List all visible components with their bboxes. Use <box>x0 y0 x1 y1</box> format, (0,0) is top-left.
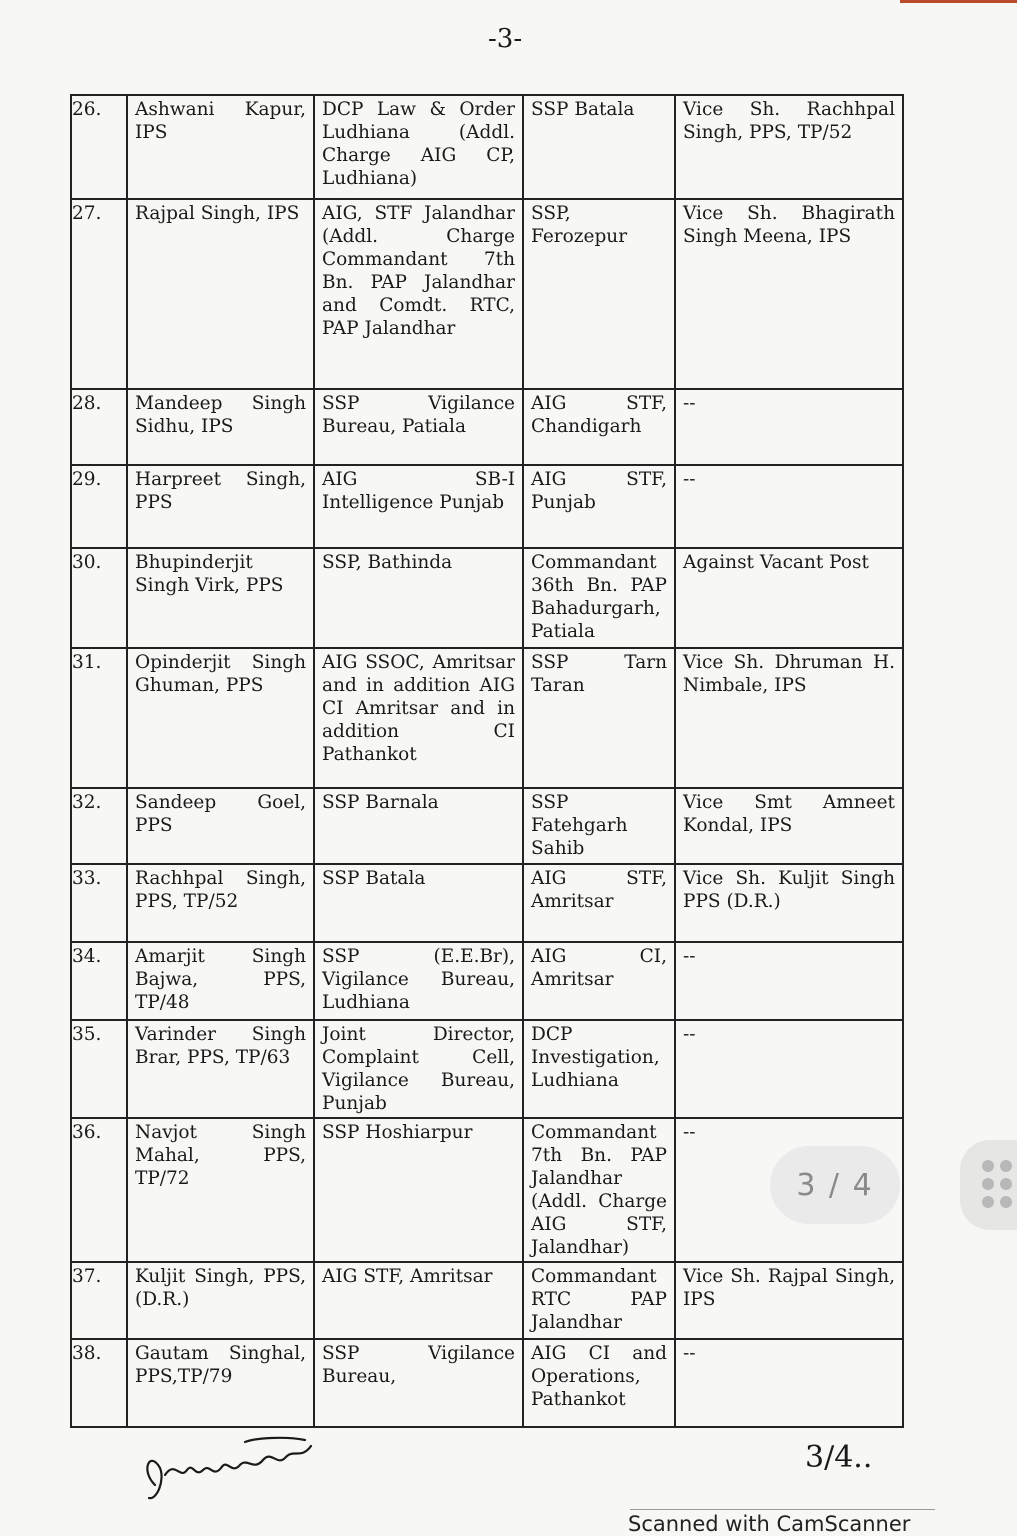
remarks-cell: -- <box>675 942 903 1020</box>
officer-name-cell: Harpreet Singh, PPS <box>127 465 314 548</box>
serial-number-cell: 38. <box>71 1339 127 1427</box>
remarks-cell: Vice Smt Amneet Kondal, IPS <box>675 788 903 864</box>
page-number: -3- <box>488 24 523 54</box>
table-row <box>71 648 903 788</box>
remarks-cell: Vice Sh. Rachhpal Singh, PPS, TP/52 <box>675 95 903 199</box>
table-row <box>71 788 903 864</box>
new-posting-cell: SSP Batala <box>523 95 675 199</box>
new-posting-cell: Commandant RTC PAP Jalandhar <box>523 1262 675 1339</box>
officer-name-cell: Varinder Singh Brar, PPS, TP/63 <box>127 1020 314 1118</box>
present-posting-cell: AIG SB-I Intelligence Punjab <box>314 465 523 548</box>
new-posting-cell: SSP, Ferozepur <box>523 199 675 389</box>
remarks-cell: Vice Sh. Dhruman H. Nimbale, IPS <box>675 648 903 788</box>
new-posting-cell: Commandant 7th Bn. PAP Jalandhar (Addl. Charge AIG STF, Jalandhar) <box>523 1118 675 1262</box>
drag-handle-icon[interactable] <box>960 1140 1017 1230</box>
scanner-watermark: Scanned with CamScanner <box>628 1512 911 1536</box>
table-row <box>71 942 903 1020</box>
top-edge-mark <box>900 0 1017 3</box>
new-posting-cell: Commandant 36th Bn. PAP Bahadurgarh, Patiala <box>523 548 675 648</box>
table-row <box>71 1262 903 1339</box>
officer-name-cell: Mandeep Singh Sidhu, IPS <box>127 389 314 465</box>
present-posting-cell: AIG STF, Amritsar <box>314 1262 523 1339</box>
present-posting-cell: SSP Hoshiarpur <box>314 1118 523 1262</box>
new-posting-cell: SSP Fatehgarh Sahib <box>523 788 675 864</box>
present-posting-cell: AIG SSOC, Amritsar and in addition AIG CI Amritsar and in addition CI Pathankot <box>314 648 523 788</box>
officer-name-cell: Sandeep Goel, PPS <box>127 788 314 864</box>
new-posting-cell: AIG STF, Punjab <box>523 465 675 548</box>
officer-name-cell: Rachhpal Singh, PPS, TP/52 <box>127 864 314 942</box>
transfer-table <box>70 94 904 1428</box>
officer-name-cell: Rajpal Singh, IPS <box>127 199 314 389</box>
serial-number-cell: 35. <box>71 1020 127 1118</box>
table-row <box>71 389 903 465</box>
table-row <box>71 1339 903 1427</box>
remarks-cell: Vice Sh. Kuljit Singh PPS (D.R.) <box>675 864 903 942</box>
table-row <box>71 95 903 199</box>
serial-number-cell: 30. <box>71 548 127 648</box>
new-posting-cell: AIG CI, Amritsar <box>523 942 675 1020</box>
serial-number-cell: 36. <box>71 1118 127 1262</box>
new-posting-cell: AIG STF, Amritsar <box>523 864 675 942</box>
serial-number-cell: 27. <box>71 199 127 389</box>
officer-name-cell: Amarjit Singh Bajwa, PPS, TP/48 <box>127 942 314 1020</box>
officer-name-cell: Ashwani Kapur, IPS <box>127 95 314 199</box>
present-posting-cell <box>314 199 523 389</box>
table-row <box>71 864 903 942</box>
officer-name-cell: Gautam Singhal, PPS,TP/79 <box>127 1339 314 1427</box>
serial-number-cell: 37. <box>71 1262 127 1339</box>
serial-number-cell: 33. <box>71 864 127 942</box>
page-indicator: 3 / 4 <box>770 1146 900 1224</box>
remarks-cell: Vice Sh. Bhagirath Singh Meena, IPS <box>675 199 903 389</box>
remarks-cell: -- <box>675 389 903 465</box>
handwritten-signature <box>135 1430 325 1505</box>
table-row <box>71 548 903 648</box>
officer-name-cell: Navjot Singh Mahal, PPS, TP/72 <box>127 1118 314 1262</box>
serial-number-cell: 34. <box>71 942 127 1020</box>
new-posting-cell: AIG STF, Chandigarh <box>523 389 675 465</box>
new-posting-cell: AIG CI and Operations, Pathankot <box>523 1339 675 1427</box>
present-posting-text: AIG, STF Jalandhar (Addl. Charge Commandant 7th Bn. PAP Jalandhar and Comdt. RTC, PAP Jalandhar <box>322 203 515 339</box>
officer-name-cell: Opinderjit Singh Ghuman, PPS <box>127 648 314 788</box>
new-posting-cell: SSP Tarn Taran <box>523 648 675 788</box>
serial-number-cell: 28. <box>71 389 127 465</box>
serial-number-cell: 32. <box>71 788 127 864</box>
serial-number-cell: 29. <box>71 465 127 548</box>
present-posting-cell: DCP Law & Order Ludhiana (Addl. Charge AIG CP, Ludhiana) <box>314 95 523 199</box>
remarks-cell: -- <box>675 465 903 548</box>
present-posting-cell: SSP Batala <box>314 864 523 942</box>
present-posting-cell: SSP (E.E.Br), Vigilance Bureau, Ludhiana <box>314 942 523 1020</box>
table-row <box>71 465 903 548</box>
serial-number-cell: 31. <box>71 648 127 788</box>
continuation-note: 3/4.. <box>805 1440 873 1475</box>
present-posting-cell: Joint Director, Complaint Cell, Vigilance Bureau, Punjab <box>314 1020 523 1118</box>
present-posting-cell: SSP, Bathinda <box>314 548 523 648</box>
remarks-cell: Against Vacant Post <box>675 548 903 648</box>
officer-name-cell: Kuljit Singh, PPS, (D.R.) <box>127 1262 314 1339</box>
transfer-table-body <box>71 95 903 1427</box>
present-posting-cell: SSP Vigilance Bureau, <box>314 1339 523 1427</box>
remarks-cell: -- <box>675 1020 903 1118</box>
transfer-table-container <box>70 94 902 1428</box>
remarks-cell: Vice Sh. Rajpal Singh, IPS <box>675 1262 903 1339</box>
present-posting-cell: SSP Vigilance Bureau, Patiala <box>314 389 523 465</box>
remarks-cell: -- <box>675 1339 903 1427</box>
present-posting-cell: SSP Barnala <box>314 788 523 864</box>
table-row <box>71 199 903 389</box>
new-posting-cell: DCP Investigation, Ludhiana <box>523 1020 675 1118</box>
table-row <box>71 1020 903 1118</box>
divider <box>630 1509 935 1510</box>
officer-name-cell: Bhupinderjit Singh Virk, PPS <box>127 548 314 648</box>
serial-number-cell: 26. <box>71 95 127 199</box>
remarks-cell: -- <box>675 1118 903 1262</box>
